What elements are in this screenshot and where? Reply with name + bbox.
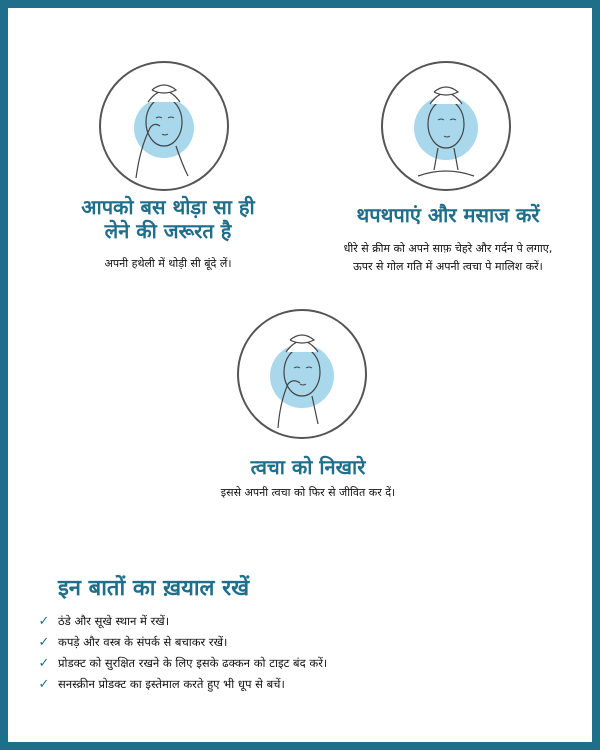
check-icon: ✓ [38, 635, 50, 650]
step3-desc-line1: इससे अपनी त्वचा को फिर से जीवित कर दें। [220, 486, 396, 499]
step3-title-line1: त्वचा को निखारे [250, 455, 366, 479]
step3-title [178, 455, 438, 479]
tip-item [36, 653, 327, 674]
tips-list [36, 611, 327, 695]
step3-description [168, 484, 448, 502]
step1-title [48, 195, 288, 243]
tip-item [36, 611, 327, 632]
step1-illustration [96, 58, 232, 194]
step2-desc-line2: ऊपर से गोल गति में अपनी त्वचा पे मालिश करें। [353, 260, 543, 273]
step2-illustration [378, 58, 514, 194]
tip-item [36, 674, 327, 695]
check-icon: ✓ [38, 677, 50, 692]
tip-text: सनस्क्रीन प्रोडक्ट का इस्तेमाल करते हुए भी धूप से बचें। [58, 677, 285, 691]
face-glow-icon [234, 306, 370, 442]
check-icon: ✓ [38, 656, 50, 671]
tip-text: प्रोडक्ट को सुरक्षित रखने के लिए इसके ढक्कन को टाइट बंद करें। [58, 656, 328, 670]
tip-item [36, 632, 327, 653]
step1-title-line2: लेने की जरूरत है [104, 219, 232, 243]
tip-text: कपड़े और वस्त्र के संपर्क से बचाकर रखें। [58, 635, 228, 649]
step1-description [48, 255, 288, 273]
step2-title-line1: थपथपाएं और मसाज करें [356, 203, 540, 227]
check-icon: ✓ [38, 614, 50, 629]
tips-heading: इन बातों का ख़याल रखें [58, 575, 250, 601]
step3-illustration [234, 306, 370, 442]
step2-desc-line1: धीरे से क्रीम को अपने साफ़ चेहरे और गर्दन पे लगाए, [343, 242, 553, 255]
face-applying-drop-icon [96, 58, 232, 194]
step2-title [318, 203, 578, 227]
face-massage-icon [378, 58, 514, 194]
step1-desc-line1: अपनी हथेली में थोड़ी सी बूंदे लें। [104, 257, 232, 270]
tip-text: ठंडे और सूखे स्थान में रखें। [58, 614, 170, 628]
step1-title-line1: आपको बस थोड़ा सा ही [81, 195, 255, 219]
step2-description [303, 240, 593, 276]
